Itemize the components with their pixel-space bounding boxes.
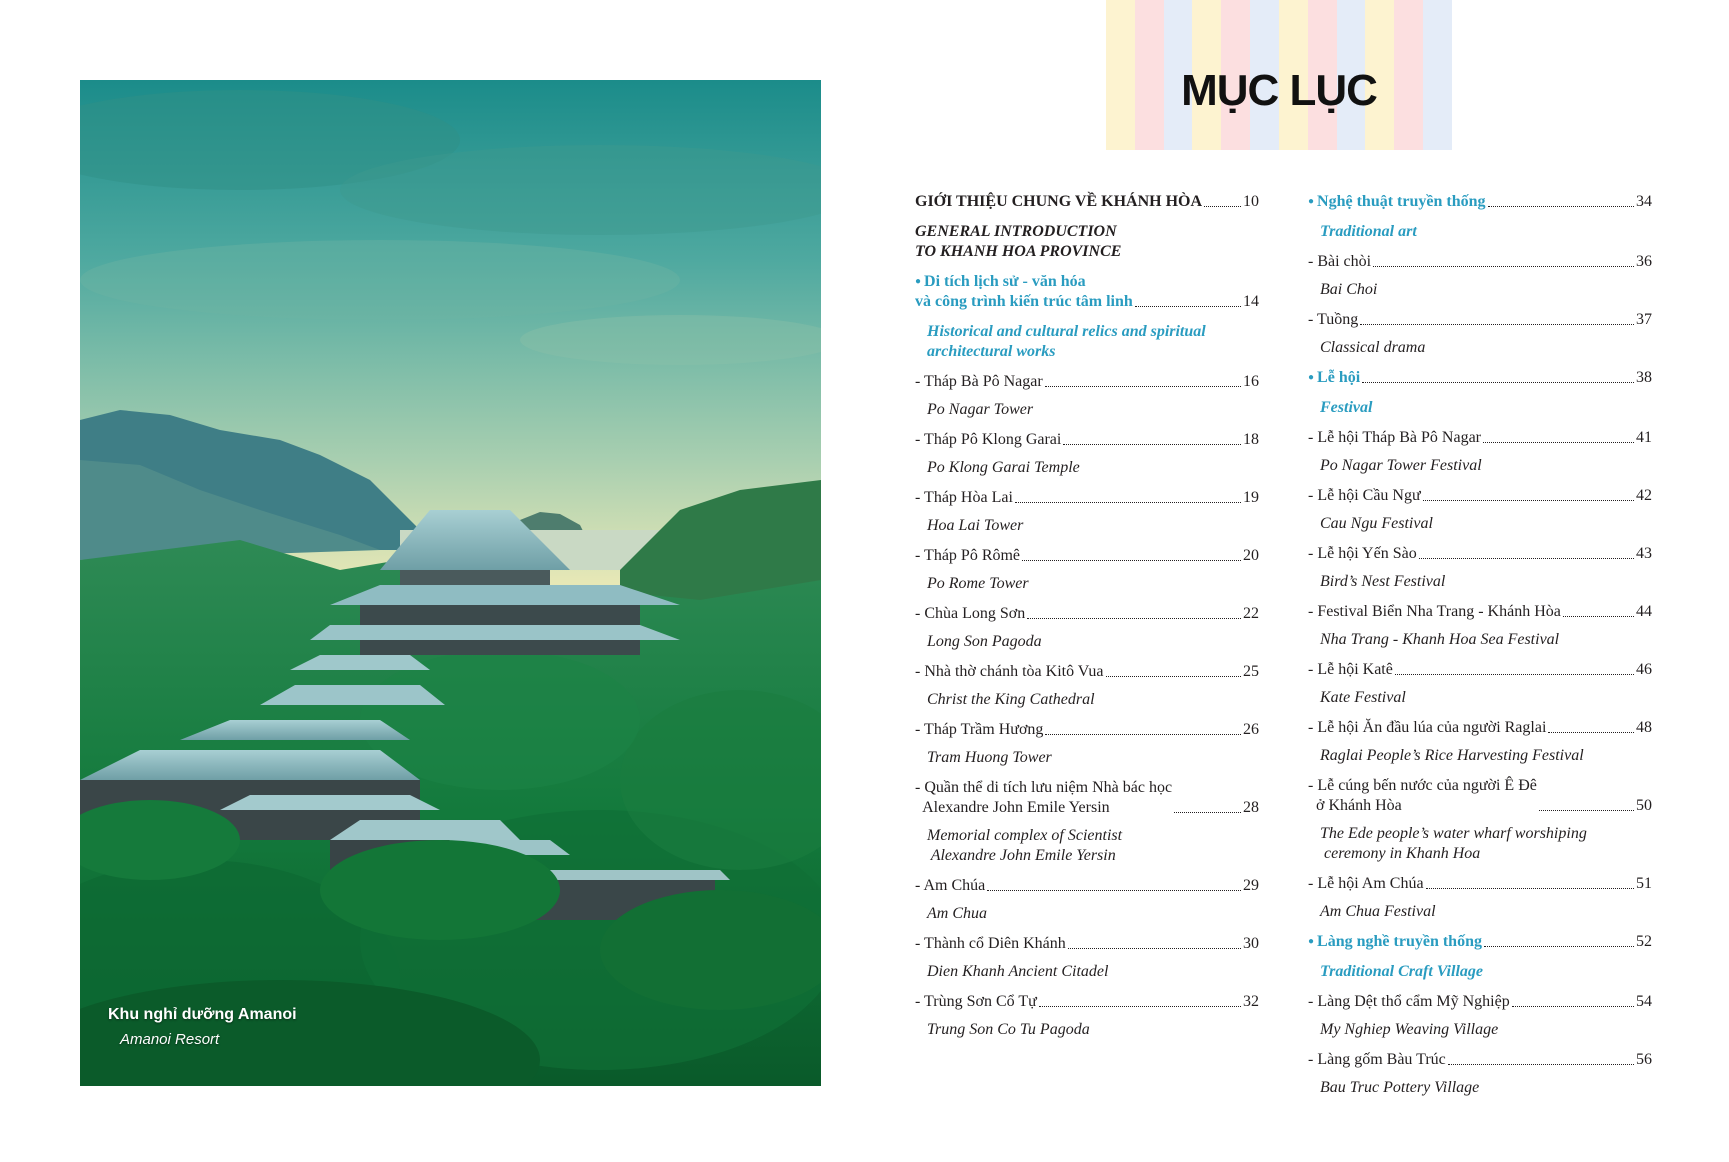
toc-entry[interactable] (1308, 486, 1652, 506)
toc-entry[interactable] (915, 934, 1259, 954)
toc-entry[interactable] (915, 992, 1259, 1012)
toc-entry-label: - Tháp Pô Rômê (915, 547, 1021, 564)
toc-entry[interactable] (1308, 544, 1652, 564)
toc-entry-label: - Lễ hội Cầu Ngư (1308, 487, 1421, 504)
toc-page-number: 18 (1243, 431, 1259, 448)
toc-entry-english: GENERAL INTRODUCTION TO KHANH HOA PROVINCE (915, 223, 1122, 260)
toc-page-number: 52 (1636, 933, 1652, 950)
toc-page-number: 50 (1636, 797, 1652, 814)
toc-left-column (915, 192, 1259, 1040)
toc-page-number: 41 (1636, 429, 1652, 446)
toc-right-column (1308, 192, 1652, 1098)
dot-leader (1512, 1006, 1634, 1007)
toc-page-number: 19 (1243, 489, 1259, 506)
toc-entry-label: - Tháp Bà Pô Nagar (915, 373, 1043, 390)
dot-leader (1373, 266, 1634, 267)
toc-entry[interactable] (1308, 718, 1652, 738)
dot-leader (1539, 810, 1634, 811)
toc-section-craft[interactable] (1308, 932, 1652, 952)
toc-entry[interactable] (915, 662, 1259, 682)
caption-vietnamese: Khu nghỉ dưỡng Amanoi (108, 1006, 297, 1023)
toc-entry-label: - Lễ hội Tháp Bà Pô Nagar (1308, 429, 1481, 446)
toc-entry[interactable] (1308, 1050, 1652, 1070)
dot-leader (1068, 948, 1241, 949)
toc-entry[interactable] (915, 546, 1259, 566)
dot-leader (1039, 1006, 1241, 1007)
dot-leader (1419, 558, 1634, 559)
toc-entry-label: - Nhà thờ chánh tòa Kitô Vua (915, 663, 1104, 680)
toc-page-number: 56 (1636, 1051, 1652, 1068)
toc-art-items (1308, 252, 1652, 358)
toc-section-relics[interactable] (915, 272, 1259, 312)
toc-entry-label: - Am Chúa (915, 877, 986, 894)
toc-entry[interactable] (1308, 310, 1652, 330)
dot-leader (1106, 676, 1242, 677)
dot-leader (1135, 306, 1241, 307)
dot-leader (1045, 734, 1241, 735)
dot-leader (1426, 888, 1634, 889)
toc-entry[interactable] (1308, 602, 1652, 622)
toc-entry-label: - Tháp Trầm Hương (915, 721, 1044, 738)
toc-entry[interactable] (1308, 428, 1652, 448)
toc-entry-english: Nha Trang - Khanh Hoa Sea Festival (1320, 631, 1560, 648)
toc-entry-intro[interactable] (915, 192, 1259, 212)
toc-festival-items (1308, 428, 1652, 922)
toc-page-number: 10 (1243, 193, 1259, 210)
toc-entry-label: - Lễ hội Ăn đầu lúa của người Raglai (1308, 719, 1547, 736)
dot-leader (1174, 812, 1241, 813)
toc-section-english: Historical and cultural relics and spiritual architectural works (927, 323, 1206, 360)
toc-page-number: 26 (1243, 721, 1259, 738)
toc-entry-english: Am Chua (927, 905, 987, 922)
toc-entry-label: - Bài chòi (1308, 253, 1372, 270)
dot-leader (1448, 1064, 1634, 1065)
toc-entry[interactable] (915, 720, 1259, 740)
toc-entry-english: Po Klong Garai Temple (927, 459, 1080, 476)
toc-page-number: 25 (1243, 663, 1259, 680)
toc-entry-english: Raglai People’s Rice Harvesting Festival (1320, 747, 1584, 764)
toc-section-festival[interactable] (1308, 368, 1652, 388)
toc-entry-english: Dien Khanh Ancient Citadel (927, 963, 1109, 980)
dot-leader (1204, 206, 1241, 207)
toc-craft-items (1308, 992, 1652, 1098)
toc-page-number: 37 (1636, 311, 1652, 328)
toc-entry[interactable] (915, 876, 1259, 896)
toc-page-number: 51 (1636, 875, 1652, 892)
photo-caption (108, 1006, 297, 1050)
toc-page-number: 54 (1636, 993, 1652, 1010)
toc-page-number: 48 (1636, 719, 1652, 736)
toc-section-english: Festival (1320, 399, 1373, 416)
toc-entry-label: - Làng Dệt thổ cẩm Mỹ Nghiệp (1308, 993, 1510, 1010)
toc-entry-label: - Tháp Pô Klong Garai (915, 431, 1062, 448)
toc-entry[interactable] (1308, 874, 1652, 894)
toc-entry-english: Kate Festival (1320, 689, 1406, 706)
toc-entry[interactable] (1308, 252, 1652, 272)
page-title: MỤC LỤC (1181, 66, 1377, 115)
toc-entry-english: Po Rome Tower (927, 575, 1029, 592)
amanoi-resort-illustration (80, 80, 821, 1086)
toc-entry-label: - Trùng Sơn Cổ Tự (915, 993, 1037, 1010)
caption-english: Amanoi Resort (120, 1031, 220, 1048)
toc-page-number: 14 (1243, 293, 1259, 310)
toc-entry-label: - Làng gốm Bàu Trúc (1308, 1051, 1446, 1068)
dot-leader (1027, 618, 1241, 619)
toc-entry-label: - Lễ hội Katê (1308, 661, 1393, 678)
dot-leader (1488, 206, 1634, 207)
toc-entry[interactable] (1308, 776, 1652, 816)
toc-entry[interactable] (1308, 660, 1652, 680)
toc-entry[interactable] (915, 488, 1259, 508)
toc-entry-english: Memorial complex of Scientist Alexandre John Emile Yersin (927, 827, 1123, 864)
toc-left-items (915, 372, 1259, 1040)
toc-entry-english: Bau Truc Pottery Village (1320, 1079, 1480, 1096)
toc-entry[interactable] (915, 372, 1259, 392)
toc-entry-english: Am Chua Festival (1320, 903, 1436, 920)
dot-leader (1563, 616, 1634, 617)
toc-section-label: ● Làng nghề truyền thống (1308, 932, 1482, 952)
toc-entry-english: Bird’s Nest Festival (1320, 573, 1446, 590)
toc-entry[interactable] (915, 778, 1259, 818)
toc-section-art[interactable] (1308, 192, 1652, 212)
toc-entry-english: Trung Son Co Tu Pagoda (927, 1021, 1090, 1038)
toc-entry-label: - Tháp Hòa Lai (915, 489, 1013, 506)
toc-entry-label: - Festival Biển Nha Trang - Khánh Hòa (1308, 603, 1561, 620)
toc-entry-english: Po Nagar Tower (927, 401, 1034, 418)
toc-page-number: 29 (1243, 877, 1259, 894)
toc-page-number: 46 (1636, 661, 1652, 678)
toc-entry-english: Classical drama (1320, 339, 1426, 356)
toc-section-label: ● Nghệ thuật truyền thống (1308, 192, 1486, 212)
toc-entry-label: - Lễ hội Am Chúa (1308, 875, 1424, 892)
toc-page-number: 34 (1636, 193, 1652, 210)
dot-leader (1548, 732, 1634, 733)
toc-entry[interactable] (915, 430, 1259, 450)
dot-leader (1360, 324, 1634, 325)
toc-page-number: 30 (1243, 935, 1259, 952)
toc-page-number: 22 (1243, 605, 1259, 622)
toc-entry-english: Po Nagar Tower Festival (1320, 457, 1482, 474)
dot-leader (1063, 444, 1241, 445)
toc-page-number: 28 (1243, 799, 1259, 816)
toc-entry-english: Tram Huong Tower (927, 749, 1052, 766)
toc-entry[interactable] (1308, 992, 1652, 1012)
dot-leader (1395, 674, 1634, 675)
toc-entry[interactable] (915, 604, 1259, 624)
toc-section-english: Traditional art (1320, 223, 1417, 240)
toc-entry-label: - Lễ cúng bến nước của người Ê Đê ở Khánh Hòa (1308, 777, 1537, 814)
toc-entry-label: - Tuồng (1308, 311, 1359, 328)
dot-leader (1423, 500, 1634, 501)
toc-page-number: 20 (1243, 547, 1259, 564)
cover-photo (80, 80, 821, 1086)
dot-leader (1362, 382, 1634, 383)
dot-leader (1015, 502, 1241, 503)
toc-entry-english: Christ the King Cathedral (927, 691, 1095, 708)
toc-page-number: 44 (1636, 603, 1652, 620)
toc-entry-label: - Lễ hội Yến Sào (1308, 545, 1417, 562)
toc-entry-english: Hoa Lai Tower (927, 517, 1024, 534)
toc-page-number: 43 (1636, 545, 1652, 562)
dot-leader (1483, 442, 1634, 443)
toc-page-number: 32 (1243, 993, 1259, 1010)
dot-leader (1022, 560, 1241, 561)
toc-entry-label: GIỚI THIỆU CHUNG VỀ KHÁNH HÒA (915, 193, 1203, 210)
toc-page-number: 38 (1636, 369, 1652, 386)
toc-section-english: Traditional Craft Village (1320, 963, 1483, 980)
toc-entry-english: My Nghiep Weaving Village (1320, 1021, 1499, 1038)
toc-entry-label: - Thành cổ Diên Khánh (915, 935, 1066, 952)
toc-entry-label: - Quần thể di tích lưu niệm Nhà bác học Alexandre John Emile Yersin (915, 779, 1173, 816)
toc-entry-english: The Ede people’s water wharf worshiping ceremony in Khanh Hoa (1320, 825, 1587, 862)
toc-entry-english: Cau Ngu Festival (1320, 515, 1433, 532)
toc-entry-english: Long Son Pagoda (927, 633, 1042, 650)
toc-entry-english: Bai Choi (1320, 281, 1378, 298)
toc-page-number: 42 (1636, 487, 1652, 504)
toc-page-number: 36 (1636, 253, 1652, 270)
toc-section-label: ● Di tích lịch sử - văn hóa và công trình kiến trúc tâm linh (915, 272, 1133, 312)
dot-leader (1045, 386, 1241, 387)
toc-entry-label: - Chùa Long Sơn (915, 605, 1026, 622)
toc-section-label: ● Lễ hội (1308, 368, 1360, 388)
dot-leader (987, 890, 1241, 891)
dot-leader (1484, 946, 1634, 947)
toc-page-number: 16 (1243, 373, 1259, 390)
